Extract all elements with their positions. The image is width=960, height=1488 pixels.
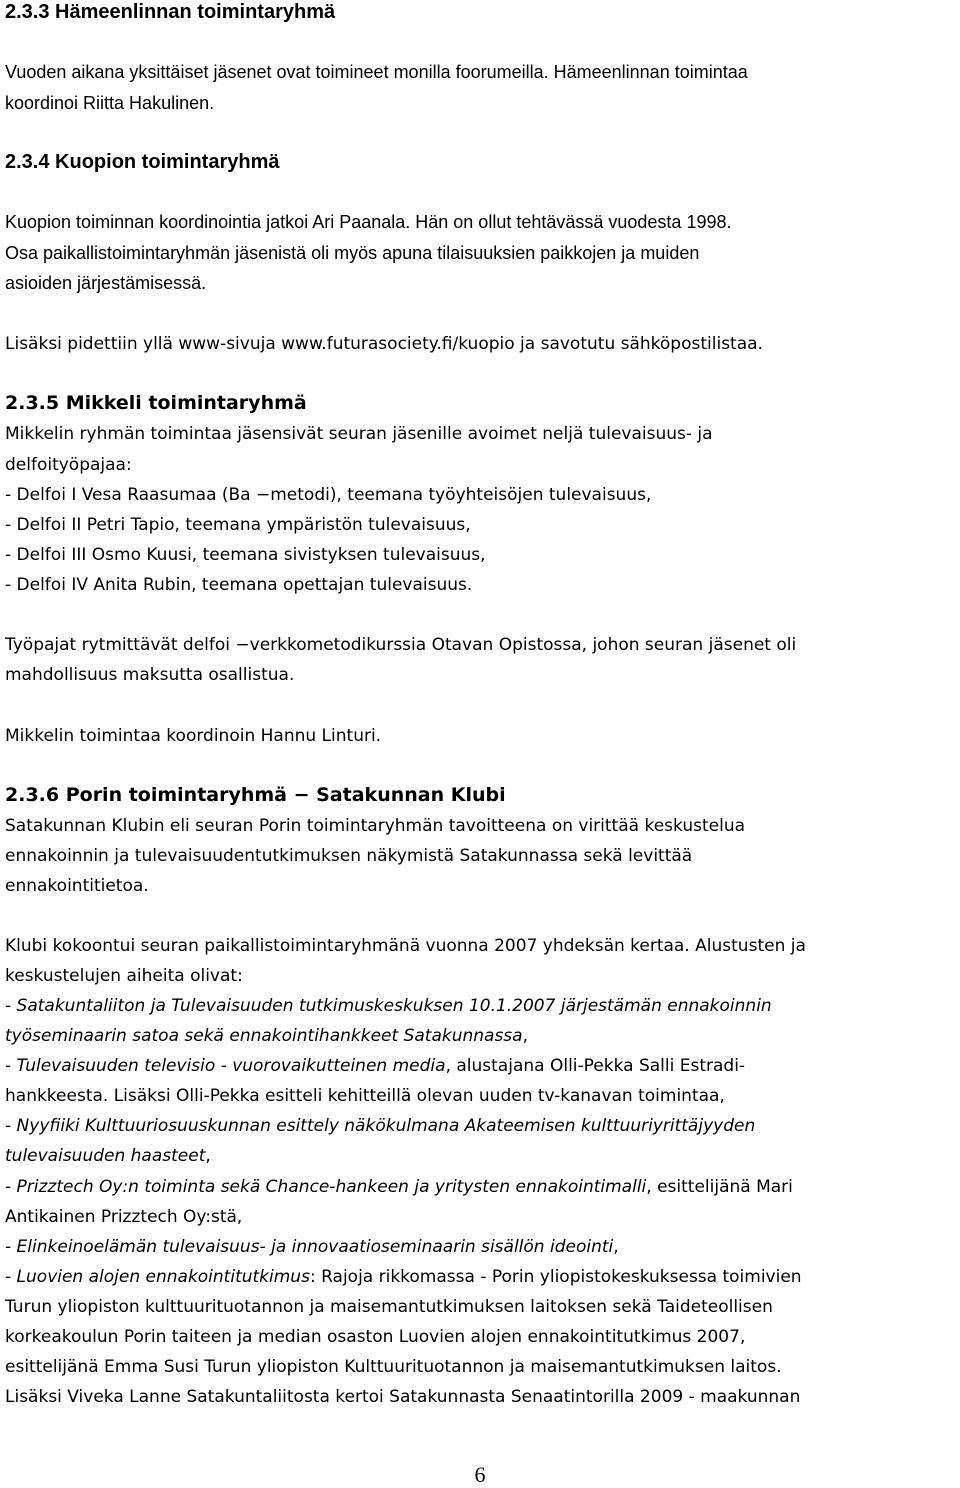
list-item-italic: tulevaisuuden haasteet <box>5 1146 206 1166</box>
paragraph-line: ennakointitietoa. <box>5 876 149 896</box>
paragraph-line: Vuoden aikana yksittäiset jäsenet ovat toimineet monilla foorumeilla. Hämeenlinnan toimintaa <box>5 62 748 82</box>
list-item <box>5 1146 211 1166</box>
list-item: - Delfoi II Petri Tapio, teemana ympäristön tulevaisuus, <box>5 515 471 535</box>
list-item <box>5 1237 619 1257</box>
paragraph-line: Klubi kokoontui seuran paikallistoimintaryhmänä vuonna 2007 yhdeksän kertaa. Alustusten ja <box>5 936 806 956</box>
paragraph-line: Satakunnan Klubin eli seuran Porin toimintaryhmän tavoitteena on virittää keskustelua <box>5 816 746 836</box>
list-item-text: , <box>522 1026 528 1046</box>
list-item <box>5 1116 755 1136</box>
list-item: hankkeesta. Lisäksi Olli-Pekka esitteli kehitteillä olevan uuden tv-kanavan toimintaa, <box>5 1086 725 1106</box>
paragraph-line: keskustelujen aiheita olivat: <box>5 966 243 986</box>
list-item-italic: Nyyfiiki Kulttuuriosuuskunnan esittely näkökulmana Akateemisen kulttuuriyrittäjyyden <box>16 1116 756 1136</box>
list-item <box>5 1177 793 1197</box>
paragraph-line: Osa paikallistoimintaryhmän jäsenistä oli myös apuna tilaisuuksien paikkojen ja muiden <box>5 243 700 263</box>
list-item-italic: Tulevaisuuden televisio - vuorovaikutteinen media <box>16 1056 446 1076</box>
bullet-dash: - <box>5 996 17 1016</box>
paragraph-line: Mikkelin toimintaa koordinoin Hannu Linturi. <box>5 726 382 746</box>
list-item-italic: Elinkeinoelämän tulevaisuus- ja innovaatioseminaarin sisällön ideointi <box>16 1237 614 1257</box>
list-item-text: : Rajoja rikkomassa - Porin yliopistokeskuksessa toimivien <box>309 1267 802 1287</box>
paragraph-line: koordinoi Riitta Hakulinen. <box>5 93 215 113</box>
list-item-text: , esittelijänä Mari <box>646 1177 793 1197</box>
list-item: - Delfoi IV Anita Rubin, teemana opettajan tulevaisuus. <box>5 575 473 595</box>
list-item: Antikainen Prizztech Oy:stä, <box>5 1207 243 1227</box>
list-item: Turun yliopiston kulttuurituotannon ja maisemantutkimuksen laitoksen sekä Taideteollisen <box>5 1297 773 1317</box>
paragraph-line: mahdollisuus maksutta osallistua. <box>5 665 295 685</box>
list-item: - Delfoi I Vesa Raasumaa (Ba −metodi), teemana työyhteisöjen tulevaisuus, <box>5 485 652 505</box>
list-item-italic: Prizztech Oy:n toiminta sekä Chance-hankeen ja yritysten ennakointimalli <box>16 1177 647 1197</box>
paragraph-line: Kuopion toiminnan koordinointia jatkoi Ari Paanala. Hän on ollut tehtävässä vuodesta 1998. <box>5 212 732 232</box>
list-item-italic: Luovien alojen ennakointitutkimus <box>16 1267 310 1287</box>
paragraph-line: Lisäksi pidettiin yllä www-sivuja www.futurasociety.fi/kuopio ja savotutu sähköpostilistaa. <box>5 334 763 354</box>
list-item: - Delfoi III Osmo Kuusi, teemana sivistyksen tulevaisuus, <box>5 545 486 565</box>
list-item: esittelijänä Emma Susi Turun yliopiston Kulttuurituotannon ja maisemantutkimuksen laitos. <box>5 1357 782 1377</box>
list-item-text: , <box>613 1237 619 1257</box>
list-item <box>5 1267 802 1287</box>
bullet-dash: - <box>5 1056 17 1076</box>
paragraph-line: asioiden järjestämisessä. <box>5 273 207 293</box>
list-item-italic: työseminaarin satoa sekä ennakointihankkeet Satakunnassa <box>5 1026 523 1046</box>
list-item-text: , alustajana Olli-Pekka Salli Estradi- <box>445 1056 746 1076</box>
heading-mikkeli: 2.3.5 Mikkeli toimintaryhmä <box>5 392 307 414</box>
paragraph-line: Lisäksi Viveka Lanne Satakuntaliitosta kertoi Satakunnasta Senaatintorilla 2009 - maakunnan <box>5 1387 801 1407</box>
list-item-italic: Satakuntaliiton ja Tulevaisuuden tutkimuskeskuksen 10.1.2007 järjestämän ennakoinnin <box>16 996 772 1016</box>
heading-kuopio: 2.3.4 Kuopion toimintaryhmä <box>5 151 280 173</box>
bullet-dash: - <box>5 1267 17 1287</box>
heading-hameenlinna: 2.3.3 Hämeenlinnan toimintaryhmä <box>5 1 336 23</box>
paragraph-line: Mikkelin ryhmän toimintaa jäsensivät seuran jäsenille avoimet neljä tulevaisuus- ja <box>5 424 713 444</box>
list-item: korkeakoulun Porin taiteen ja median osaston Luovien alojen ennakointitutkimus 2007, <box>5 1327 746 1347</box>
list-item-text: , <box>205 1146 211 1166</box>
list-item <box>5 1026 528 1046</box>
paragraph-line: Työpajat rytmittävät delfoi −verkkometodikurssia Otavan Opistossa, johon seuran jäsenet oli <box>5 635 797 655</box>
bullet-dash: - <box>5 1237 17 1257</box>
list-item <box>5 1056 745 1076</box>
bullet-dash: - <box>5 1116 17 1136</box>
page-number: 6 <box>474 1462 486 1487</box>
paragraph-line: ennakoinnin ja tulevaisuudentutkimuksen näkymistä Satakunnassa sekä levittää <box>5 846 693 866</box>
heading-pori: 2.3.6 Porin toimintaryhmä − Satakunnan Klubi <box>5 784 506 806</box>
paragraph-line: delfoityöpajaa: <box>5 455 132 475</box>
list-item <box>5 996 772 1016</box>
bullet-dash: - <box>5 1177 17 1197</box>
